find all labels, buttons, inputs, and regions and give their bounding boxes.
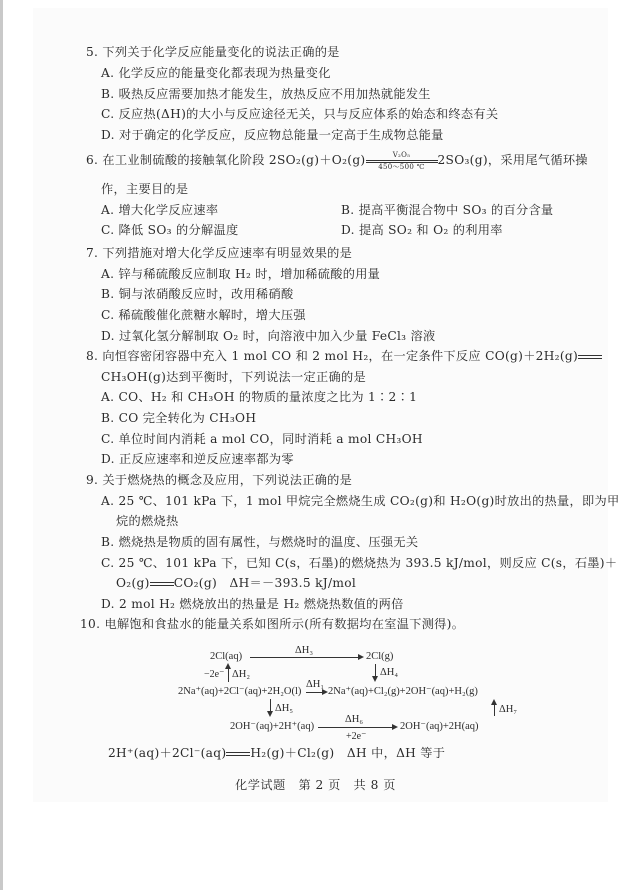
- q7-option-d: D. 过氧化氢分解制取 O₂ 时，向溶液中加入少量 FeCl₃ 溶液: [101, 329, 436, 343]
- q9-option-c-cont: [116, 575, 356, 591]
- q5-option-a: A. 化学反应的能量变化都表现为热量变化: [101, 66, 331, 80]
- q10-products: H₂(g)＋Cl₂(g) ΔH 中，ΔH 等于: [250, 746, 446, 760]
- q5-option-c: C. 反应热(ΔH)的大小与反应途径无关，只与反应体系的始态和终态有关: [101, 107, 499, 121]
- q10-stem: 10. 电解饱和食盐水的能量关系如图所示(所有数据均在室温下测得)。: [80, 617, 465, 631]
- diagram-bottom-left: 2OH⁻(aq)+2H⁺(aq): [230, 721, 315, 732]
- q6-stem-cont: 作，主要目的是: [101, 182, 189, 196]
- dh2-electrons: −2e⁻: [204, 669, 225, 680]
- equilibrium-arrow-icon: [366, 150, 438, 171]
- diagram-middle-left: 2Na⁺(aq)+2Cl⁻(aq)+2H₂O(l): [178, 686, 302, 697]
- q9-option-b: B. 燃烧热是物质的固有属性，与燃烧时的温度、压强无关: [101, 535, 419, 549]
- q8-stem: [86, 348, 602, 364]
- arrow-right-icon: [392, 724, 398, 730]
- dh6-electrons: +2e⁻: [346, 731, 367, 742]
- arrow-down-icon: [372, 676, 378, 682]
- arrow-up-icon: [491, 699, 497, 705]
- arrow-right-icon: [358, 654, 364, 660]
- q8-option-d: D. 正反应速率和逆反应速率都为零: [101, 452, 294, 466]
- reversible-arrow-icon: [578, 352, 602, 362]
- q9-c-reactant: O₂(g): [116, 576, 150, 590]
- dh2-label: ΔH₂: [232, 669, 250, 680]
- q6-option-a: A. 增大化学反应速率: [101, 203, 219, 217]
- q7-option-a: A. 锌与稀硫酸反应制取 H₂ 时，增加稀硫酸的用量: [101, 267, 381, 281]
- q5-option-b: B. 吸热反应需要加热才能发生，放热反应不用加热就能发生: [101, 87, 431, 101]
- catalyst-label: V₂O₅: [392, 150, 411, 159]
- left-border-strip: [0, 0, 3, 890]
- q9-option-a: A. 25 ℃、101 kPa 下，1 mol 甲烷完全燃烧生成 CO₂(g)和 H₂O(g)时放出的热量，即为甲: [101, 494, 620, 508]
- q10-reactants: 2H⁺(aq)＋2Cl⁻(aq): [108, 746, 227, 760]
- q8-option-a: A. CO、H₂ 和 CH₃OH 的物质的量浓度之比为 1∶2∶1: [101, 390, 418, 404]
- q9-stem: 9. 关于燃烧热的概念及应用，下列说法正确的是: [86, 473, 353, 487]
- dh6-arrow-line: [318, 727, 394, 728]
- q6-reactants: 2SO₂(g)＋O₂(g): [268, 153, 366, 167]
- q6-option-b: B. 提高平衡混合物中 SO₃ 的百分含量: [341, 203, 554, 217]
- q7-option-b: B. 铜与浓硝酸反应时，改用稀硝酸: [101, 287, 294, 301]
- arrow-down-icon: [267, 711, 273, 717]
- q6-option-d: D. 提高 SO₂ 和 O₂ 的利用率: [341, 223, 503, 237]
- diagram-bottom-right: 2OH⁻(aq)+2H(aq): [400, 721, 479, 732]
- dh1-label: ΔH₁: [306, 679, 324, 690]
- dh3-arrow-line: [250, 657, 360, 658]
- q9-c-product: CO₂(g) ΔH＝－393.5 kJ/mol: [173, 576, 357, 590]
- diagram-middle-right: 2Na⁺(aq)+Cl₂(g)+2OH⁻(aq)+H₂(g): [328, 686, 478, 697]
- dh4-label: ΔH₄: [380, 667, 398, 678]
- q6-product: 2SO₃(g)，采用尾气循环操: [437, 153, 588, 167]
- equals-arrow-icon: [150, 579, 174, 589]
- q9-option-a-cont: 烷的燃烧热: [116, 514, 179, 528]
- q5-stem: 5. 下列关于化学反应能量变化的说法正确的是: [86, 45, 340, 59]
- q9-option-c: C. 25 ℃、101 kPa 下，已知 C(s，石墨)的燃烧热为 393.5 kJ/mol，则反应 C(s，石墨)＋: [101, 556, 618, 570]
- dh7-label: ΔH₇: [499, 704, 517, 715]
- q7-stem: 7. 下列措施对增大化学反应速率有明显效果的是: [86, 246, 353, 260]
- diagram-top-right: 2Cl(g): [366, 651, 394, 662]
- page-footer: 化学试题 第 2 页 共 8 页: [235, 778, 396, 792]
- dh5-label: ΔH₅: [275, 703, 293, 714]
- dh3-label: ΔH₃: [295, 645, 313, 656]
- q6-stem-text: 6. 在工业制硫酸的接触氧化阶段: [86, 153, 269, 167]
- q7-option-c: C. 稀硫酸催化蔗糖水解时，增大压强: [101, 308, 306, 322]
- condition-label: 450～500 ℃: [378, 162, 425, 171]
- dh6-label: ΔH₆: [345, 714, 363, 725]
- arrow-up-icon: [225, 663, 231, 669]
- q8-option-b: B. CO 完全转化为 CH₃OH: [101, 411, 257, 425]
- q9-option-d: D. 2 mol H₂ 燃烧放出的热量是 H₂ 燃烧热数值的两倍: [101, 597, 404, 611]
- q10-question-equation: [108, 745, 445, 761]
- diagram-top-left: 2Cl(aq): [210, 651, 243, 662]
- q8-stem-text: 8. 向恒容密闭容器中充入 1 mol CO 和 2 mol H₂，在一定条件下反应 CO(g)＋2H₂(g): [86, 349, 579, 363]
- q6-option-c: C. 降低 SO₃ 的分解温度: [101, 223, 239, 237]
- equals-arrow-icon: [226, 749, 250, 759]
- q8-stem-cont: CH₃OH(g)达到平衡时，下列说法一定正确的是: [101, 370, 366, 384]
- q8-option-c: C. 单位时间内消耗 a mol CO，同时消耗 a mol CH₃OH: [101, 432, 423, 446]
- q6-stem: [86, 152, 588, 169]
- q5-option-d: D. 对于确定的化学反应，反应物总能量一定高于生成物总能量: [101, 128, 444, 142]
